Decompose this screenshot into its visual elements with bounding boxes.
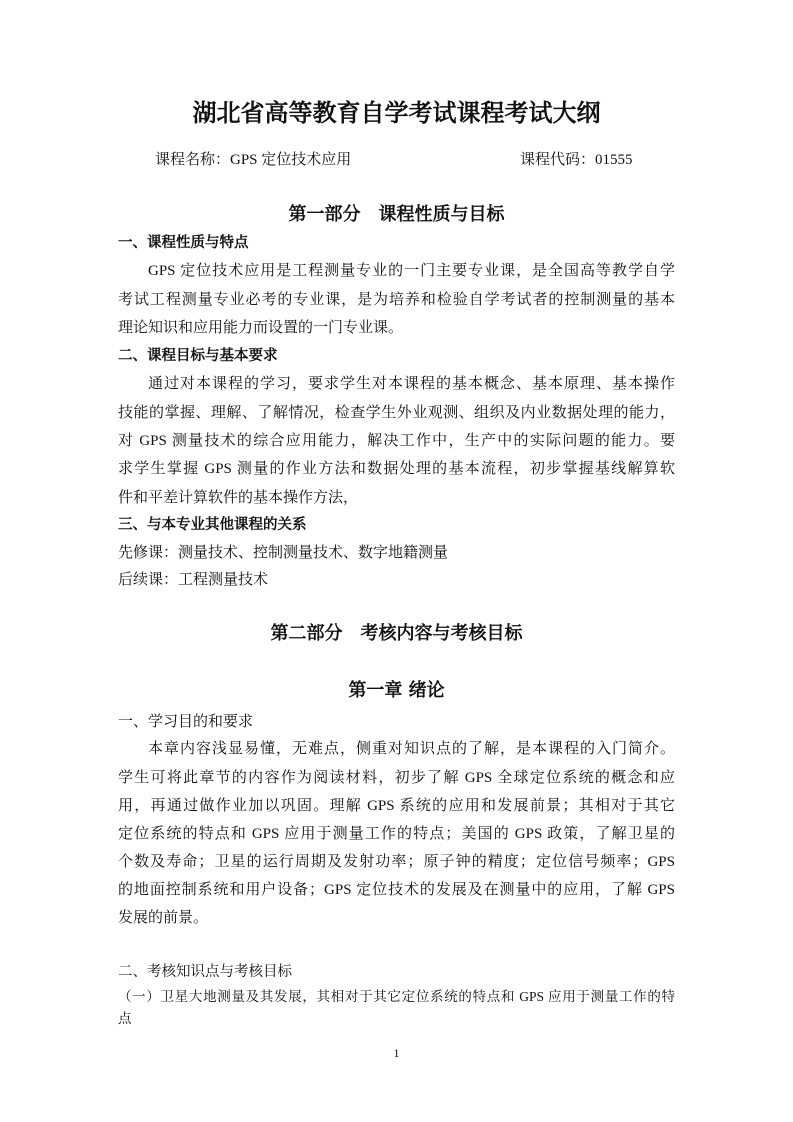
paragraph-line: GPS 定位技术应用是工程测量专业的一门主要专业课，是全国高等教学自学	[148, 263, 675, 279]
paragraph-line: 考试工程测量专业必考的专业课，是为培养和检验自学考试者的控制测量的基本	[118, 292, 675, 308]
paragraph-line: 用，再通过做作业加以巩固。理解 GPS 系统的应用和发展前景；其相对于其它	[118, 798, 675, 814]
prerequisite-courses: 先修课：测量技术、控制测量技术、数字地籍测量	[118, 545, 449, 561]
list-item-line: 点	[118, 1011, 132, 1026]
paragraph-line: 求学生掌握 GPS 测量的作业方法和数据处理的基本流程，初步掌握基线解算软	[118, 461, 675, 477]
paragraph-line: 定位系统的特点和 GPS 应用于测量工作的特点；美国的 GPS 政策，了解卫星的	[118, 826, 675, 842]
paragraph-line: 理论知识和应用能力而设置的一门专业课。	[118, 320, 404, 336]
paragraph-line: 件和平差计算软件的基本操作方法，	[118, 490, 359, 506]
paragraph-line: 个数及寿命；卫星的运行周期及发射功率；原子钟的精度；定位信号频率；GPS	[118, 854, 675, 870]
course-code: 课程代码：01555	[520, 152, 633, 168]
paragraph-line: 学生可将此章节的内容作为阅读材料，初步了解 GPS 全球定位系统的概念和应	[118, 770, 675, 786]
list-item-line: （一）卫星大地测量及其发展，其相对于其它定位系统的特点和 GPS 应用于测量工作的特	[118, 989, 675, 1004]
paragraph-line: 的地面控制系统和用户设备；GPS 定位技术的发展及在测量中的应用，了解 GPS	[118, 882, 675, 898]
chapter-heading: 第一章 绪论	[348, 680, 445, 701]
section-heading: 一、课程性质与特点	[118, 235, 249, 251]
section-heading: 二、课程目标与基本要求	[118, 348, 278, 364]
part1-heading: 第一部分 课程性质与目标	[288, 204, 505, 225]
paragraph-line: 对 GPS 测量技术的综合应用能力，解决工作中，生产中的实际问题的能力。要	[118, 433, 675, 449]
section-heading: 一、学习目的和要求	[118, 714, 254, 730]
part2-heading: 第二部分 考核内容与考核目标	[270, 623, 523, 644]
paragraph-line: 技能的掌握、理解、了解情况，检查学生外业观测、组织及内业数据处理的能力，	[118, 405, 675, 421]
section-heading: 二、考核知识点与考核目标	[118, 964, 292, 980]
document-title: 湖北省高等教育自学考试课程考试大纲	[192, 99, 601, 127]
paragraph-line: 本章内容浅显易懂，无难点，侧重对知识点的了解，是本课程的入门简介。	[148, 741, 675, 757]
section-heading: 三、与本专业其他课程的关系	[118, 517, 307, 533]
page-number: 1	[393, 1046, 400, 1060]
paragraph-line: 通过对本课程的学习，要求学生对本课程的基本概念、基本原理、基本操作	[148, 376, 675, 392]
course-name: 课程名称：GPS 定位技术应用	[155, 152, 352, 168]
paragraph-line: 发展的前景。	[118, 910, 209, 926]
followup-courses: 后续课：工程测量技术	[118, 572, 269, 588]
